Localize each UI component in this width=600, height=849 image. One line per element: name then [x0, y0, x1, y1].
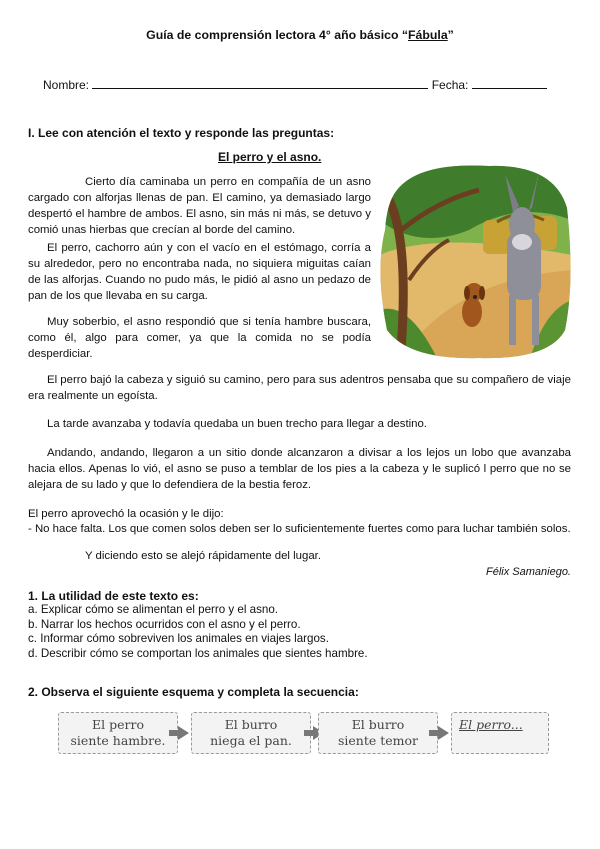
story-paragraph-2: El perro, cachorro aún y con el vacío en el estómago, corría a su alrededor, pero no encontraba nada, no siquiera miguitas caían de las alforjas. Cuando no pudo más, le pidió al asno un pedazo de pan de los que llevaba en su carga.	[28, 242, 371, 302]
arrow-icon	[438, 726, 449, 740]
name-label: Nombre:	[43, 78, 90, 92]
author-credit: Félix Samaniego.	[486, 566, 571, 578]
date-field[interactable]	[472, 76, 547, 89]
story-paragraph-4: El perro bajó la cabeza y siguió su camino, pero para sus adentros pensaba que su compañero de viaje era realmente un egoísta.	[28, 374, 571, 402]
story-paragraph-7: El perro aprovechó la ocasión y le dijo:	[28, 508, 224, 520]
sequence-box-2: El burro niega el pan.	[191, 712, 311, 754]
story-paragraph-1: Cierto día caminaba un perro en compañía de un asno cargado con alforjas llenas de pan. El camino, ya demasiado largo despertó el hambre de ambos. El asno, sin más ni más, se detuvo y comió unas hierbas que crecían al borde del camino.	[28, 176, 371, 236]
sequence-box-4-answer[interactable]: El perro...	[451, 712, 549, 754]
section-heading: I. Lee con atención el texto y responde las preguntas:	[28, 126, 335, 140]
story-paragraph-9: Y diciendo esto se alejó rápidamente del lugar.	[85, 550, 321, 562]
story-paragraph-5: La tarde avanzaba y todavía quedaba un buen trecho para llegar a destino.	[47, 418, 427, 430]
option-d[interactable]: d. Describir cómo se comportan los animales que sientes hambre.	[28, 646, 368, 660]
story-paragraph-3: Muy soberbio, el asno respondió que si tenía hambre buscara, como él, algo para comer, ya que la comida no se podía desperdiciar.	[28, 316, 371, 360]
name-field[interactable]	[92, 76, 428, 89]
option-c[interactable]: c. Informar cómo sobreviven los animales en viajes largos.	[28, 632, 329, 645]
question-1-options	[28, 603, 568, 661]
story-paragraph-6: Andando, andando, llegaron a un sitio donde alcanzaron a divisar a los lejos un lobo que avanzaba hacia ellos. Apenas lo vió, el asno se puso a temblar de los pies a la cabeza y le suplicó l perro que no se alejara de su lado y que lo defendiera de la bestia feroz.	[28, 447, 571, 491]
dog-and-donkey-illustration	[379, 160, 572, 362]
question-2-heading: 2. Observa el siguiente esquema y completa la secuencia:	[28, 685, 359, 699]
story-dialogue: - No hace falta. Los que comen solos deben ser lo suficientemente fuertes como para luchar también solos.	[28, 523, 571, 535]
fable-illustration	[379, 160, 572, 362]
option-b[interactable]: b. Narrar los hechos ocurridos con el asno y el perro.	[28, 617, 301, 631]
worksheet-title: Guía de comprensión lectora 4° año básico “Fábula”	[146, 28, 454, 42]
option-a[interactable]: a. Explicar cómo se alimentan el perro y el asno.	[28, 603, 279, 616]
date-label: Fecha:	[431, 78, 469, 92]
arrow-icon	[178, 726, 189, 740]
sequence-box-1: El perro siente hambre.	[58, 712, 178, 754]
name-date-row	[43, 76, 547, 92]
story-title: El perro y el asno.	[218, 150, 322, 164]
title-genre: Fábula	[408, 28, 448, 42]
sequence-box-3: El burro siente temor	[318, 712, 438, 754]
question-1-heading: 1. La utilidad de este texto es:	[28, 589, 199, 603]
